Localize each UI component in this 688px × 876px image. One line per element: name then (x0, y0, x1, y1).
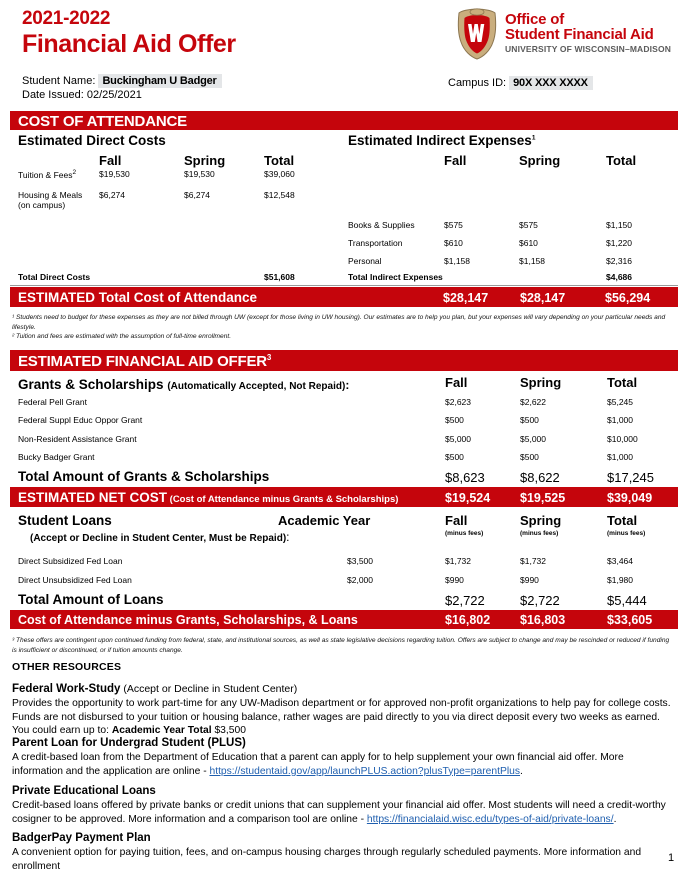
student-name-label: Student Name: (22, 75, 96, 87)
table-cell: $990 (445, 575, 464, 585)
footnote-1: ¹ Students need to budget for these expenses as they are not billed through UW (except for those living in UW housing). Our estimates are to help you plan, but your expenses will vary depending on your particular needs and lifestyle. (12, 314, 666, 331)
resource-title-work-study: Federal Work-Study (Accept or Decline in Student Center) (12, 683, 298, 695)
page-number: 1 (668, 852, 675, 864)
coa-minus-aid-spring: $16,803 (520, 613, 566, 627)
table-row-label: Transportation (348, 238, 403, 248)
total-grants-total: $17,245 (607, 470, 654, 485)
estimated-total-coa-spring: $28,147 (520, 291, 566, 305)
resource-body-work-study: Provides the opportunity to work part-time for any UW-Madison department or for approved non-profit organizations to help pay for college costs. Funds are not disbursed to your tuition or housing balance, rather wages are paid directly to you via direct deposit every two weeks as earned. You could earn up to: Academic Year Total $3,500 (12, 698, 671, 736)
campus-id-value: 90X XXX XXXX (509, 76, 593, 90)
grants-col-total: Total (607, 375, 638, 390)
coa-minus-aid-bar (10, 610, 678, 629)
direct-col-spring: Spring (184, 153, 226, 168)
work-study-total-label: Academic Year Total (111, 725, 212, 736)
table-row-sublabel: (on campus) (18, 200, 66, 210)
indirect-col-fall: Fall (444, 153, 467, 168)
estimated-net-cost-fall: $19,524 (445, 491, 491, 505)
section-divider (10, 285, 678, 286)
table-cell: $500 (520, 415, 539, 425)
logo-line-2: Student Financial Aid (505, 26, 654, 43)
resource-body-badgerpay: A convenient option for paying tuition, fees, and on-campus housing charges through regularly scheduled payments. More information and enrollment (12, 847, 642, 872)
coa-minus-aid-fall: $16,802 (445, 613, 491, 627)
table-cell: $575 (519, 220, 538, 230)
resource-body-private-loans: Credit-based loans offered by private banks or credit unions that can supplement your financial aid offer. Most students will need a credit-worthy cosigner to be approved. More information and a comparison tool are online - https://financialaid.wisc.edu/types-of-aid/private-loans/. (12, 800, 666, 825)
table-cell: $1,150 (606, 220, 632, 230)
table-row-label: Federal Suppl Educ Oppor Grant (18, 415, 143, 425)
table-cell: $1,732 (520, 556, 546, 566)
private-loans-link[interactable]: https://financialaid.wisc.edu/types-of-aid/private-loans/ (366, 813, 614, 825)
table-cell: $12,548 (264, 190, 295, 200)
logo-wordmark (505, 12, 671, 54)
resource-title-private-loans: Private Educational Loans (12, 785, 156, 797)
loans-col-academic-year: Academic Year (278, 513, 371, 528)
resource-body-plus-loan: A credit-based loan from the Department of Education that a parent can apply for to help supplement your own financial aid offer. More information and the application are online - https://studentaid.gov/app/launchPLUS.action?plusType=parentPlus. (12, 752, 624, 777)
table-cell: $3,500 (347, 556, 373, 566)
table-cell: $5,000 (445, 434, 471, 444)
total-loans-total: $5,444 (607, 593, 647, 608)
table-cell: $5,000 (520, 434, 546, 444)
table-cell: $10,000 (607, 434, 638, 444)
table-cell: $500 (445, 452, 464, 462)
estimated-total-coa-fall: $28,147 (443, 291, 489, 305)
logo-line-3: UNIVERSITY OF WISCONSIN–MADISON (505, 44, 672, 54)
estimated-net-cost-bar (10, 487, 678, 507)
estimated-total-coa-bar (10, 287, 678, 307)
table-cell: $500 (520, 452, 539, 462)
financial-aid-offer-bar (10, 350, 678, 371)
table-row-label: Personal (348, 256, 382, 266)
table-cell: $2,316 (606, 256, 632, 266)
table-cell: $575 (444, 220, 463, 230)
grants-heading-sub: (Automatically Accepted, Not Repaid) (167, 381, 346, 392)
table-row-label: Bucky Badger Grant (18, 452, 95, 462)
student-name-row (22, 75, 222, 87)
table-cell: $1,158 (444, 256, 470, 266)
direct-col-fall: Fall (99, 153, 122, 168)
coa-minus-aid-total: $33,605 (607, 613, 653, 627)
financial-aid-offer-bar-title: ESTIMATED FINANCIAL AID OFFER$^3$ (18, 353, 272, 370)
estimated-net-cost-label: ESTIMATED NET COST (Cost of Attendance minus Grants & Scholarships) (18, 490, 399, 505)
total-loans-spring: $2,722 (520, 593, 560, 608)
table-cell: $19,530 (184, 169, 215, 179)
estimated-total-coa-label: ESTIMATED Total Cost of Attendance (18, 290, 257, 305)
table-row-label: Housing & Meals (18, 190, 83, 200)
total-indirect-expenses-label: Total Indirect Expenses (348, 272, 443, 282)
table-cell: $610 (444, 238, 463, 248)
table-cell: $1,158 (519, 256, 545, 266)
table-cell: $1,000 (607, 415, 633, 425)
total-indirect-expenses-value: $4,686 (606, 272, 632, 282)
loans-spring-minus-fees: (minus fees) (520, 530, 559, 537)
plus-application-link[interactable]: https://studentaid.gov/app/launchPLUS.action?plusType=parentPlus (209, 765, 521, 777)
document-title: Financial Aid Offer (22, 30, 236, 58)
total-grants-label: Total Amount of Grants & Scholarships (18, 469, 270, 484)
table-cell: $6,274 (184, 190, 210, 200)
table-cell: $1,732 (445, 556, 471, 566)
table-cell: $19,530 (99, 169, 130, 179)
footnote-3: ³ These offers are contingent upon continued funding from federal, state, and institutional sources, as well as state legislative decisions regarding tuition. Offers are subject to change and may be rescinded or reduced if funding is insufficient or discontinued, or if tuition amounts change. (12, 637, 670, 654)
student-name-value: Buckingham U Badger (98, 74, 221, 88)
table-row-label: Non-Resident Assistance Grant (18, 434, 137, 444)
total-direct-costs-value: $51,608 (264, 272, 295, 282)
table-row-label: Direct Unsubsidized Fed Loan (18, 575, 132, 585)
estimated-indirect-expenses-heading: Estimated Indirect Expenses$^1$ (348, 133, 536, 148)
estimated-direct-costs-heading: Estimated Direct Costs (18, 133, 166, 148)
grants-col-spring: Spring (520, 375, 562, 390)
logo-line-1: Office of (505, 11, 565, 28)
other-resources-heading: OTHER RESOURCES (12, 661, 122, 673)
document-header (0, 0, 688, 108)
table-row-label: Books & Supplies (348, 220, 415, 230)
loans-fall-minus-fees: (minus fees) (445, 530, 484, 537)
table-cell: $3,464 (607, 556, 633, 566)
total-direct-costs-label: Total Direct Costs (18, 272, 91, 282)
footnote-2: ² Tuition and fees are estimated with the assumption of full-time enrollment. (12, 333, 232, 340)
cost-of-attendance-bar-title: COST OF ATTENDANCE (18, 113, 187, 130)
date-issued-label: Date Issued: (22, 89, 84, 101)
date-issued-row (22, 89, 142, 101)
student-loans-heading: Student Loans (18, 513, 112, 528)
date-issued-value: 02/25/2021 (86, 89, 142, 101)
table-cell: $2,623 (445, 397, 471, 407)
direct-col-total: Total (264, 153, 295, 168)
campus-id-label: Campus ID: (448, 77, 507, 89)
table-row-label: Federal Pell Grant (18, 397, 87, 407)
table-row-label: Tuition & Fees$^2$ (18, 169, 77, 180)
estimated-net-cost-spring: $19,525 (520, 491, 566, 505)
table-cell: $1,000 (607, 452, 633, 462)
table-cell: $39,060 (264, 169, 295, 179)
uw-crest-icon (455, 8, 499, 60)
total-grants-spring: $8,622 (520, 470, 560, 485)
total-loans-label: Total Amount of Loans (18, 592, 164, 607)
indirect-footnote-marker: 1 (531, 134, 536, 142)
table-cell: $500 (445, 415, 464, 425)
table-cell: $990 (520, 575, 539, 585)
loans-col-fall: Fall (445, 513, 468, 528)
indirect-col-spring: Spring (519, 153, 561, 168)
resource-title-plus-loan: Parent Loan for Undergrad Student (PLUS) (12, 737, 246, 749)
table-cell: $2,000 (347, 575, 373, 585)
estimated-total-coa-total: $56,294 (605, 291, 651, 305)
indirect-col-total: Total (606, 153, 637, 168)
loans-col-total: Total (607, 513, 638, 528)
coa-minus-aid-label: Cost of Attendance minus Grants, Scholarships, & Loans (18, 613, 358, 627)
campus-id-row (448, 77, 593, 89)
table-cell: $1,980 (607, 575, 633, 585)
cost-of-attendance-bar (10, 111, 678, 130)
award-year: 2021-2022 (22, 8, 111, 29)
total-loans-fall: $2,722 (445, 593, 485, 608)
table-cell: $5,245 (607, 397, 633, 407)
grants-col-fall: Fall (445, 375, 468, 390)
loans-total-minus-fees: (minus fees) (607, 530, 646, 537)
grants-scholarships-heading: Grants & Scholarships (Automatically Accepted, Not Repaid): (18, 377, 350, 392)
table-cell: $6,274 (99, 190, 125, 200)
offer-footnote-marker: 3 (266, 353, 272, 362)
table-cell: $610 (519, 238, 538, 248)
loans-col-spring: Spring (520, 513, 562, 528)
resource-title-badgerpay: BadgerPay Payment Plan (12, 832, 151, 844)
student-loans-subheading: (Accept or Decline in Student Center, Must be Repaid): (30, 530, 290, 544)
estimated-net-cost-total: $39,049 (607, 491, 653, 505)
uw-sfa-logo (455, 8, 685, 63)
table-cell: $2,622 (520, 397, 546, 407)
table-cell: $1,220 (606, 238, 632, 248)
total-grants-fall: $8,623 (445, 470, 485, 485)
table-row-label: Direct Subsidized Fed Loan (18, 556, 123, 566)
